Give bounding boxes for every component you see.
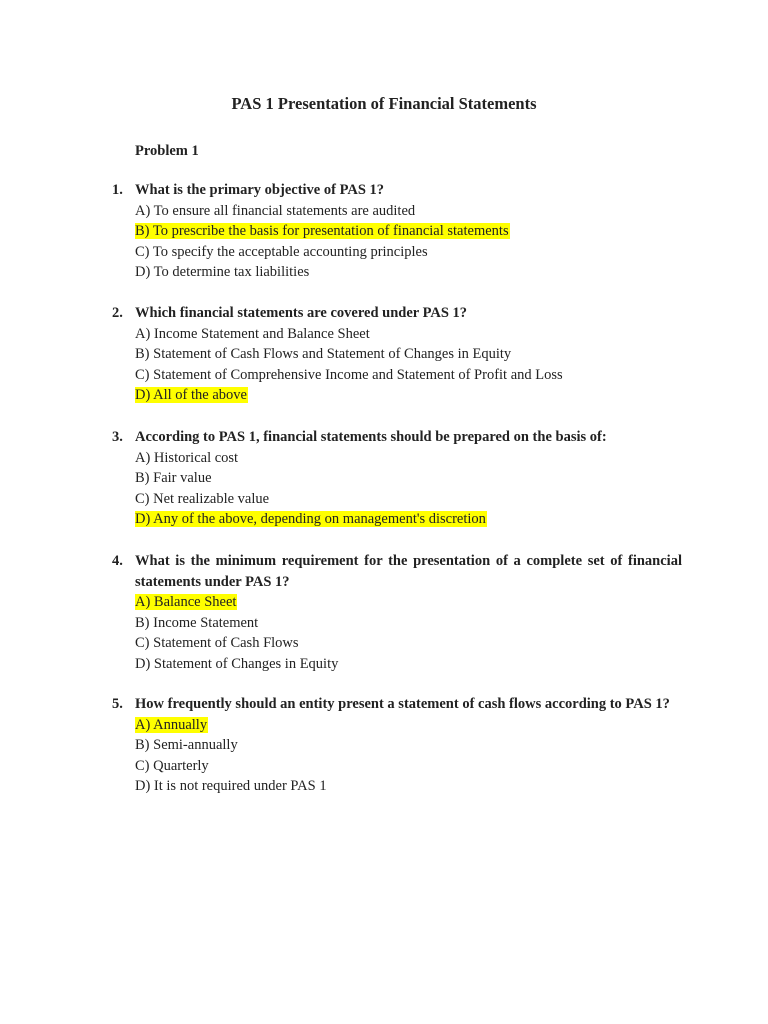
question-3 (112, 427, 682, 530)
question-text: According to PAS 1, financial statements should be prepared on the basis of: (135, 429, 607, 445)
option-list (112, 715, 682, 797)
question-5-stem (112, 694, 682, 715)
option-list (112, 201, 682, 283)
question-number: 3. (112, 429, 123, 445)
option-b: B) Statement of Cash Flows and Statement of Changes in Equity (135, 346, 512, 363)
question-text: What is the primary objective of PAS 1? (135, 182, 385, 198)
option-list (112, 592, 682, 674)
option-d-highlighted: D) Any of the above, depending on management's discretion (135, 511, 486, 528)
option-c: C) Statement of Comprehensive Income and Statement of Profit and Loss (135, 366, 563, 383)
question-5 (112, 694, 682, 797)
question-1-stem (112, 180, 682, 201)
question-3-stem (112, 427, 682, 448)
question-number: 2. (112, 305, 123, 321)
question-number: 1. (112, 182, 123, 198)
option-list (112, 324, 682, 406)
option-a: A) To ensure all financial statements are audited (135, 202, 416, 219)
option-b: B) Fair value (135, 470, 212, 487)
question-4 (112, 551, 682, 674)
option-d: D) Statement of Changes in Equity (135, 655, 339, 672)
question-text: What is the minimum requirement for the presentation of a complete set of financial statements under PAS 1? (135, 553, 682, 590)
option-c: C) Statement of Cash Flows (135, 635, 299, 652)
document-title: PAS 1 Presentation of Financial Statements (231, 94, 537, 113)
option-b-highlighted: B) To prescribe the basis for presentation of financial statements (135, 223, 509, 240)
option-list (112, 448, 682, 530)
option-d-highlighted: D) All of the above (135, 387, 247, 404)
question-2 (112, 303, 682, 406)
problem-label: Problem 1 (135, 143, 199, 159)
option-c: C) To specify the acceptable accounting principles (135, 243, 428, 260)
option-d: D) To determine tax liabilities (135, 264, 310, 281)
option-a: A) Income Statement and Balance Sheet (135, 325, 370, 342)
question-2-stem (112, 303, 682, 324)
question-1 (112, 180, 682, 283)
option-a: A) Historical cost (135, 449, 239, 466)
option-c: C) Net realizable value (135, 490, 270, 507)
option-b: B) Semi-annually (135, 737, 238, 754)
option-b: B) Income Statement (135, 614, 259, 631)
question-text: How frequently should an entity present a statement of cash flows according to PAS 1? (135, 696, 670, 712)
option-c: C) Quarterly (135, 757, 209, 774)
option-d: D) It is not required under PAS 1 (135, 778, 327, 795)
question-number: 4. (112, 553, 123, 569)
question-4-stem (112, 551, 682, 592)
option-a-highlighted: A) Annually (135, 716, 208, 733)
option-a-highlighted: A) Balance Sheet (135, 594, 237, 610)
question-number: 5. (112, 696, 123, 712)
question-text: Which financial statements are covered under PAS 1? (135, 305, 468, 321)
